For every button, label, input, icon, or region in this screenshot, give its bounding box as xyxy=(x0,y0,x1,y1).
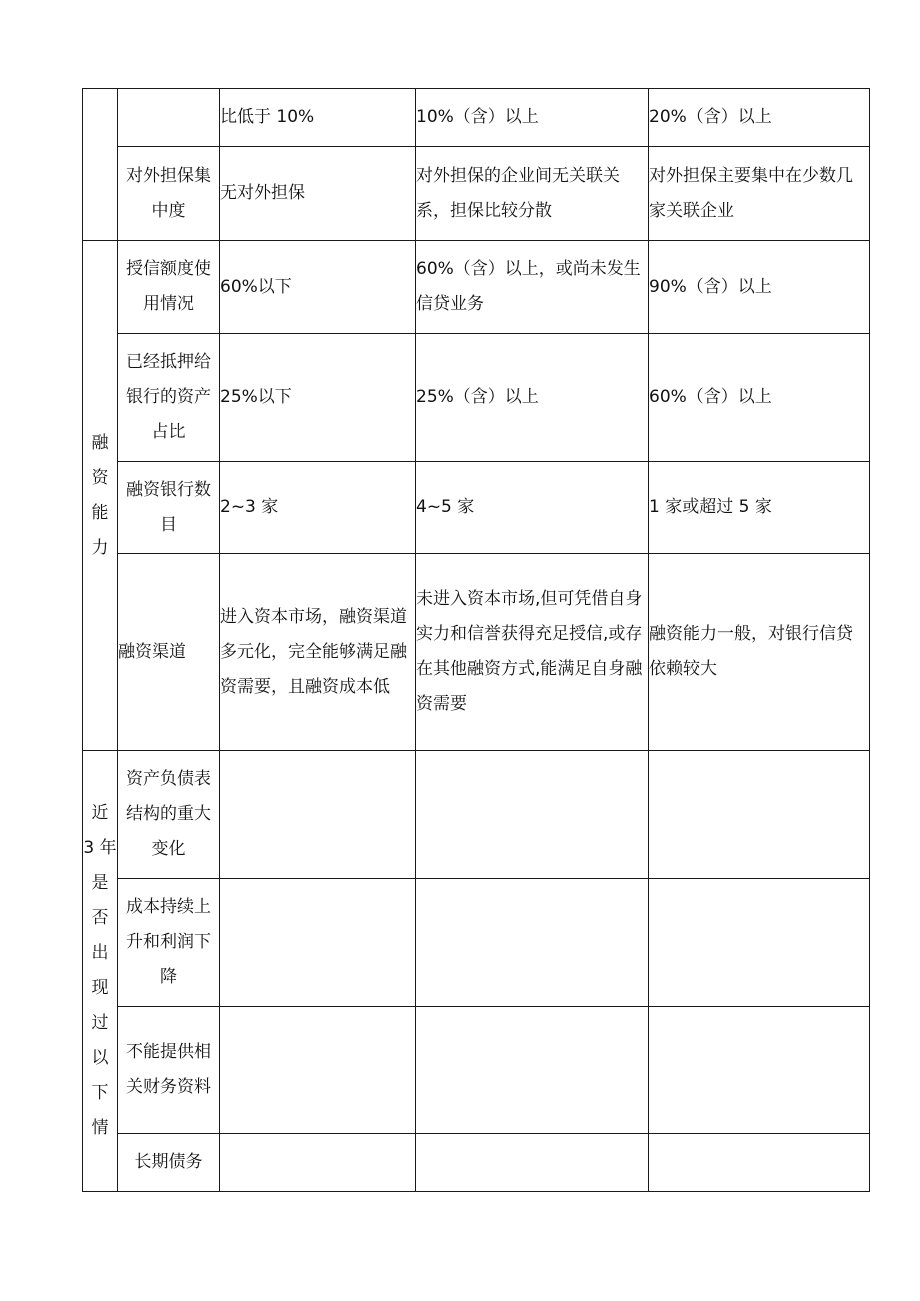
category-char: 现 xyxy=(91,978,109,998)
table-row xyxy=(83,89,870,147)
item-cell: 融资银行数目 xyxy=(118,462,220,554)
evaluation-table xyxy=(82,88,870,1192)
category-char: 能 xyxy=(91,502,109,523)
table-row xyxy=(83,334,870,462)
level-2-cell xyxy=(416,751,649,879)
level-3-cell: 1 家或超过 5 家 xyxy=(649,462,870,554)
category-char: 出 xyxy=(91,943,109,963)
level-1-cell xyxy=(220,879,416,1007)
level-1-cell: 2~3 家 xyxy=(220,462,416,554)
level-3-cell: 60%（含）以上 xyxy=(649,334,870,462)
level-1-cell: 25%以下 xyxy=(220,334,416,462)
category-cell-previous xyxy=(83,89,118,241)
table-row xyxy=(83,1134,870,1192)
item-cell: 已经抵押给银行的资产占比 xyxy=(118,334,220,462)
table-row xyxy=(83,462,870,554)
level-3-cell xyxy=(649,879,870,1007)
level-2-cell: 25%（含）以上 xyxy=(416,334,649,462)
category-char: 以 xyxy=(91,1048,109,1068)
item-cell: 长期债务 xyxy=(118,1134,220,1192)
table-row xyxy=(83,554,870,751)
level-3-cell: 融资能力一般，对银行信贷依赖较大 xyxy=(649,554,870,751)
level-3-cell: 90%（含）以上 xyxy=(649,241,870,334)
category-char: 资 xyxy=(91,467,109,488)
category-cell-financing xyxy=(83,241,118,751)
level-1-cell: 60%以下 xyxy=(220,241,416,334)
level-3-cell xyxy=(649,1007,870,1134)
table-row xyxy=(83,751,870,879)
level-1-cell: 无对外担保 xyxy=(220,147,416,241)
category-char: 力 xyxy=(91,537,109,558)
item-cell: 对外担保集中度 xyxy=(118,147,220,241)
level-1-cell xyxy=(220,1134,416,1192)
category-char: 融 xyxy=(91,432,109,453)
category-char: 否 xyxy=(91,908,109,928)
category-char: 过 xyxy=(91,1013,109,1033)
level-3-cell xyxy=(649,751,870,879)
level-2-cell: 对外担保的企业间无关联关系，担保比较分散 xyxy=(416,147,649,241)
level-3-cell: 20%（含）以上 xyxy=(649,89,870,147)
level-1-cell: 进入资本市场，融资渠道多元化，完全能够满足融资需要，且融资成本低 xyxy=(220,554,416,751)
level-2-cell xyxy=(416,879,649,1007)
level-2-cell: 4~5 家 xyxy=(416,462,649,554)
table-row xyxy=(83,241,870,334)
item-cell: 授信额度使用情况 xyxy=(118,241,220,334)
level-2-cell xyxy=(416,1134,649,1192)
table-row xyxy=(83,879,870,1007)
item-cell xyxy=(118,89,220,147)
category-char: 近 xyxy=(91,803,109,823)
item-cell: 资产负债表结构的重大变化 xyxy=(118,751,220,879)
level-3-cell: 对外担保主要集中在少数几家关联企业 xyxy=(649,147,870,241)
category-char: 情 xyxy=(91,1118,109,1138)
table-row xyxy=(83,147,870,241)
category-char: 3 年 xyxy=(83,838,117,858)
item-cell: 融资渠道 xyxy=(118,554,220,751)
level-2-cell xyxy=(416,1007,649,1134)
level-1-cell xyxy=(220,751,416,879)
level-1-cell xyxy=(220,1007,416,1134)
level-3-cell xyxy=(649,1134,870,1192)
item-cell: 成本持续上升和利润下降 xyxy=(118,879,220,1007)
level-2-cell: 60%（含）以上，或尚未发生信贷业务 xyxy=(416,241,649,334)
item-cell: 不能提供相关财务资料 xyxy=(118,1007,220,1134)
table-row xyxy=(83,1007,870,1134)
category-cell-recent xyxy=(83,751,118,1192)
level-2-cell: 10%（含）以上 xyxy=(416,89,649,147)
category-char: 下 xyxy=(91,1083,109,1103)
level-1-cell: 比低于 10% xyxy=(220,89,416,147)
category-char: 是 xyxy=(91,873,109,893)
level-2-cell: 未进入资本市场,但可凭借自身实力和信誉获得充足授信,或存在其他融资方式,能满足自身融资需要 xyxy=(416,554,649,751)
